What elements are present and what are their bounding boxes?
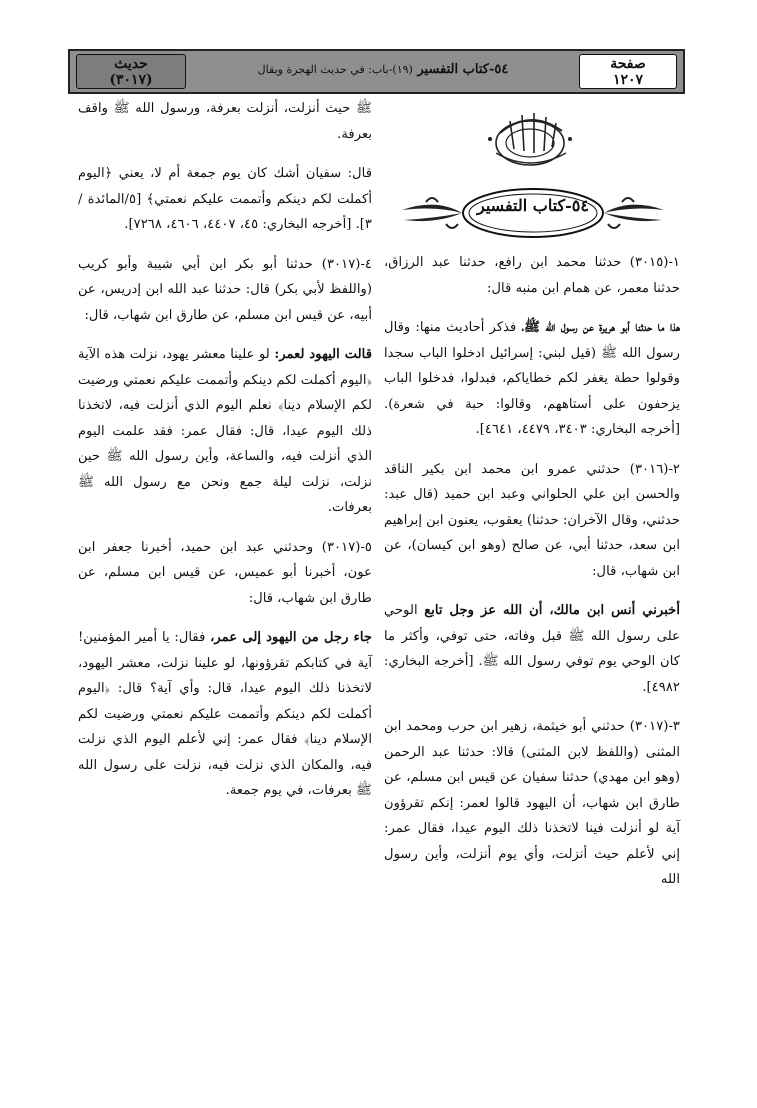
page-number-box bbox=[579, 54, 677, 89]
chapter-title: ٥٤-كتاب التفسير bbox=[477, 196, 589, 215]
paragraph: ٣-(٣٠١٧) حدثني أبو خيثمة، زهير ابن حرب ومحمد ابن المثنى (واللفظ لابن المثنى) قالا: حدثنا عبد الرحمن (وهو ابن مهدي) حدثنا سفيان عن قيس ابن مسلم، عن طارق ابن شهاب، أن اليهود قالوا لعمر: إنكم تقرؤون آية لو أنزلت فينا لاتخذنا ذلك اليوم عيدا، فقال عمر: إني لأعلم حيث أنزلت، وأي يوم أنزلت، وأين رسول الله bbox=[384, 719, 680, 887]
narration-lead: أخبرني أنس ابن مالك، أن الله عز وجل تابع bbox=[424, 603, 680, 618]
left-column bbox=[78, 96, 372, 818]
paragraph bbox=[78, 625, 372, 804]
book-title: ٥٤-كتاب التفسير bbox=[417, 62, 509, 77]
paragraph: ٤-(٣٠١٧) حدثنا أبو بكر ابن أبي شيبة وأبو كريب (واللفظ لأبي بكر) قال: حدثنا عبد الله ابن إدريس، عن أبيه، عن قيس ابن مسلم، عن طارق ابن شهاب، قال: bbox=[78, 256, 372, 323]
hadith-label: حديث bbox=[114, 56, 148, 72]
page-label: صفحة bbox=[610, 56, 646, 72]
running-title bbox=[195, 62, 571, 77]
hadith-number: (٣٠١٧) bbox=[109, 72, 153, 88]
paragraph: ١-(٣٠١٥) حدثنا محمد ابن رافع، حدثنا عبد الرزاق، حدثنا معمر، عن همام ابن منبه قال: bbox=[384, 255, 680, 296]
narration-text: فقال: يا أمير المؤمنين! آية في كتابكم تقرؤونها، لو علينا نزلت، معشر اليهود، لاتخذنا ذلك اليوم عيدا، قال: وأي آية؟ قال: ﴿اليوم أكملت لكم دينكم وأتممت عليكم نعمتي ورضيت لكم الإسلام دينا﴾ فقال عمر: إني لأعلم اليوم الذي نزلت فيه، والمكان الذي نزلت فيه، نزلت على رسول الله ﷺ بعرفات، في يوم جمعة. bbox=[78, 630, 372, 798]
paragraph: ﷺ حيث أنزلت، أنزلت بعرفة، ورسول الله ﷺ واقف بعرفة. bbox=[78, 101, 372, 142]
hadith-number-box bbox=[76, 54, 186, 89]
paragraph: قال: سفيان أشك كان يوم جمعة أم لا، يعني ﴿اليوم أكملت لكم دينكم وأتممت عليكم نعمتي﴾ [٥/المائدة / ٣]. [أخرجه البخاري: ٤٥، ٤٤٠٧، ٤٦٠٦، ٧٢٦٨]. bbox=[78, 166, 372, 232]
narration-lead: جاء رجل من اليهود إلى عمر، bbox=[210, 630, 373, 645]
narration-lead: هذا ما حدثنا أبو هريرة عن رسول الله ﷺ، bbox=[521, 320, 680, 335]
chapter-heading bbox=[396, 180, 670, 246]
paragraph bbox=[384, 598, 680, 700]
chapter-subtitle: (١٩)-باب: في حديث الهجرة ويقال bbox=[257, 63, 413, 76]
basmala-calligraphy-icon bbox=[470, 103, 590, 173]
page-header bbox=[68, 49, 685, 94]
right-column bbox=[384, 250, 680, 907]
narration-text: الوحي على رسول الله ﷺ قبل وفاته، حتى توفي، وأكثر ما كان الوحي يوم توفي رسول الله ﷺ. [أخرجه البخاري: ٤٩٨٢]. bbox=[384, 603, 680, 695]
page-number: ١٢٠٧ bbox=[612, 72, 644, 88]
narration-text: فذكر أحاديث منها: وقال رسول الله ﷺ (قيل لبني: إسرائيل ادخلوا الباب سجدا وقولوا حطة يغفر لكم خطاياكم، فبدلوا، فدخلوا الباب يزحفون على أستاههم، وقالوا: حبة في شعرة). [أخرجه البخاري: ٣٤٠٣، ٤٤٧٩، ٤٦٤١]. bbox=[384, 320, 680, 437]
paragraph bbox=[384, 315, 680, 443]
paragraph bbox=[78, 342, 372, 521]
paragraph: ٥-(٣٠١٧) وحدثني عبد ابن حميد، أخبرنا جعفر ابن عون، أخبرنا أبو عميس، عن قيس ابن مسلم، عن طارق ابن شهاب، قال: bbox=[78, 539, 372, 606]
paragraph: ٢-(٣٠١٦) حدثني عمرو ابن محمد ابن بكير الناقد والحسن ابن علي الحلواني وعبد ابن حميد (قال عبد: حدثني، وقال الآخران: حدثنا) يعقوب، يعنون ابن إبراهيم ابن سعد، حدثنا أبي، عن صالح (وهو ابن كيسان)، عن ابن شهاب، قال: bbox=[384, 461, 680, 579]
narration-lead: قالت اليهود لعمر: bbox=[274, 347, 373, 362]
narration-text: لو علينا معشر يهود، نزلت هذه الآية ﴿اليوم أكملت لكم دينكم وأتممت عليكم نعمتي ورضيت لكم الإسلام دينا﴾ نعلم اليوم الذي أنزلت فيه، لاتخذنا ذلك اليوم عيدا، قال: فقال عمر: فقد علمت اليوم الذي أنزلت فيه، والساعة، وأين رسول الله ﷺ حين نزلت، نزلت ليلة جمع ونحن مع رسول الله ﷺ بعرفات. bbox=[78, 347, 372, 515]
